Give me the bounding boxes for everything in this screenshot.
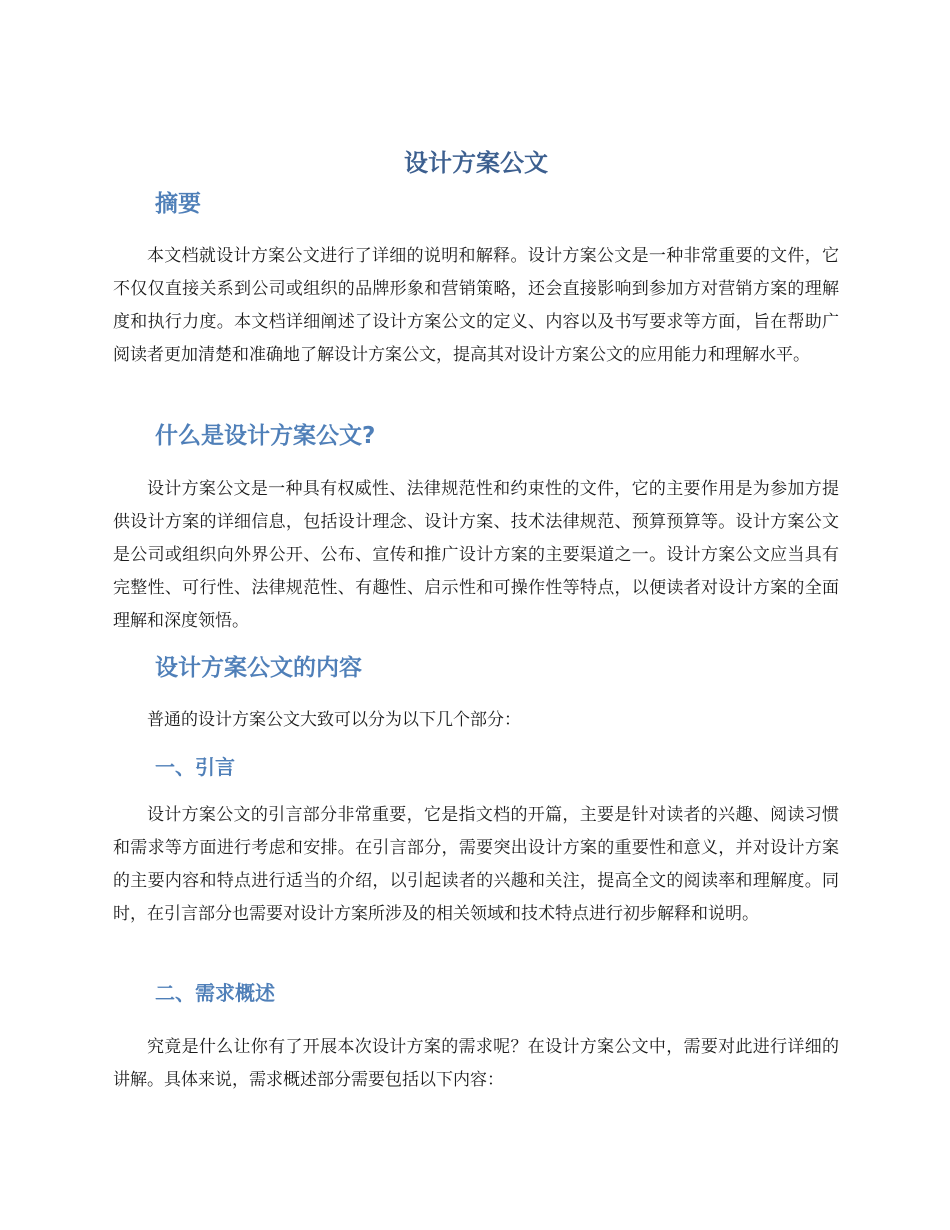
section-heading-abstract: 摘要 [155,191,201,217]
subsection-paragraph-introduction: 设计方案公文的引言部分非常重要，它是指文档的开篇，主要是针对读者的兴趣、阅读习惯和需求等方面进行考虑和安排。在引言部分，需要突出设计方案的重要性和意义，并对设计方案的主要内容和特点进行适当的介绍，以引起读者的兴趣和关注，提高全文的阅读率和理解度。同时，在引言部分也需要对设计方案所涉及的相关领域和技术特点进行初步解释和说明。 [113,805,839,924]
subsection-heading-introduction: 一、引言 [155,755,235,779]
subsection-paragraph-requirements: 究竟是什么让你有了开展本次设计方案的需求呢？在设计方案公文中，需要对此进行详细的讲解。具体来说，需求概述部分需要包括以下内容： [113,1037,839,1090]
section-heading-contents: 设计方案公文的内容 [155,655,362,681]
section-paragraph-what-is: 设计方案公文是一种具有权威性、法律规范性和约束性的文件，它的主要作用是为参加方提供设计方案的详细信息，包括设计理念、设计方案、技术法律规范、预算预算等。设计方案公文是公司或组织向外界公开、公布、宣传和推广设计方案的主要渠道之一。设计方案公文应当具有完整性、可行性、法律规范性、有趣性、启示性和可操作性等特点，以便读者对设计方案的全面理解和深度领悟。 [113,479,839,631]
section-paragraph-contents: 普通的设计方案公文大致可以分为以下几个部分： [147,710,521,730]
subsection-heading-requirements: 二、需求概述 [155,981,275,1005]
document-title: 设计方案公文 [404,149,548,177]
section-paragraph-abstract: 本文档就设计方案公文进行了详细的说明和解释。设计方案公文是一种非常重要的文件，它不仅仅直接关系到公司或组织的品牌形象和营销策略，还会直接影响到参加方对营销方案的理解度和执行力度。本文档详细阐述了设计方案公文的定义、内容以及书写要求等方面，旨在帮助广阅读者更加清楚和准确地了解设计方案公文，提高其对设计方案公文的应用能力和理解水平。 [113,246,839,365]
section-heading-what-is: 什么是设计方案公文? [155,423,376,449]
